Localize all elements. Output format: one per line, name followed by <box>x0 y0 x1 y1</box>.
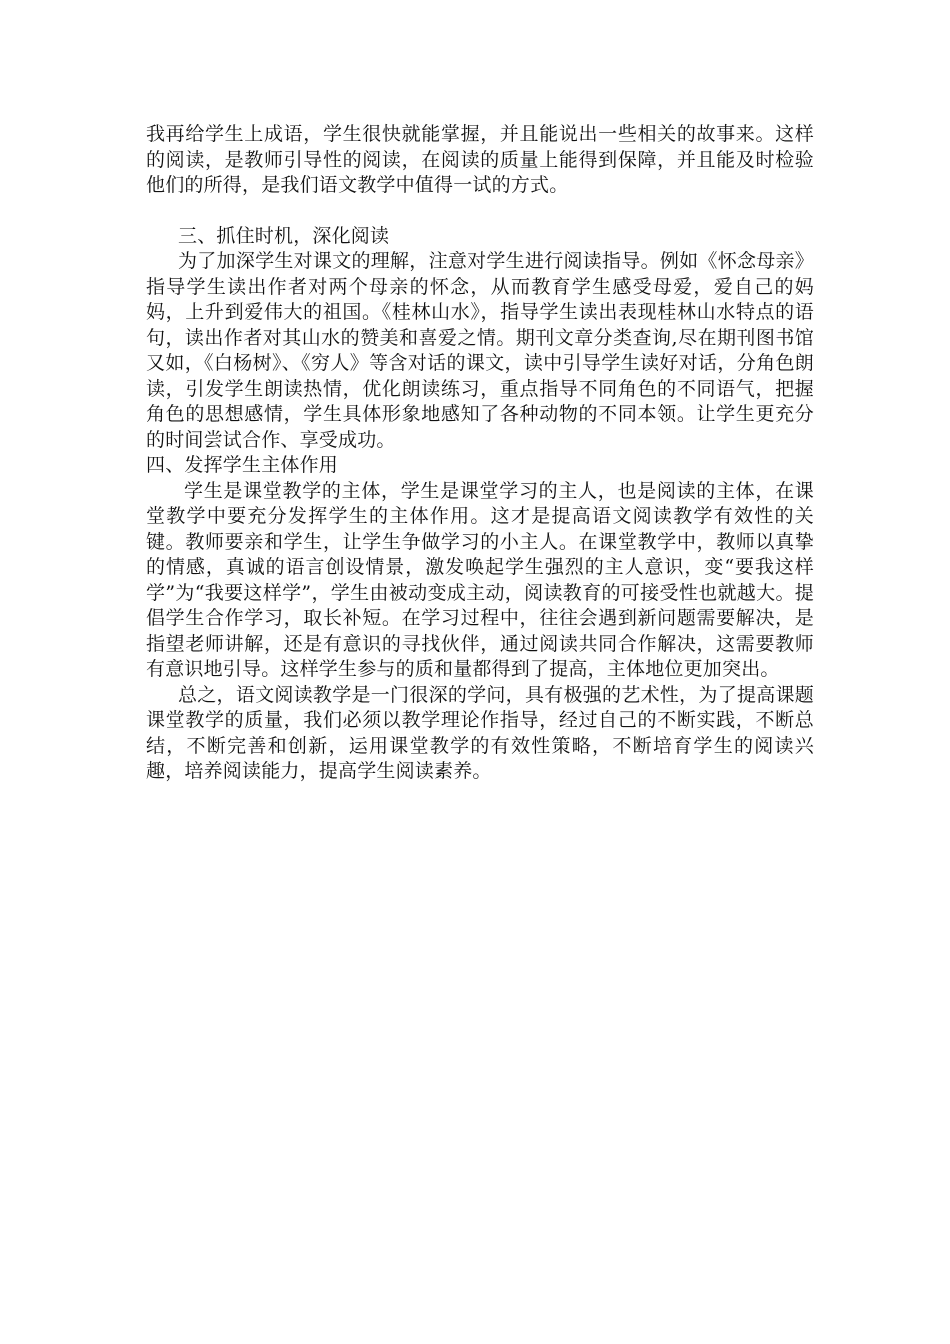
section-body-4: 学生是课堂教学的主体，学生是课堂学习的主人，也是阅读的主体，在课堂教学中要充分发挥学生的主体作用。这才是提高语文阅读教学有效性的关键。教师要亲和学生，让学生争做学习的小主人。在课堂教学中，教师以真挚的情感，真诚的语言创设情景，激发唤起学生强烈的主人意识，变“要我这样学”为“我要这样学”，学生由被动变成主动，阅读教育的可接受性也就越大。提倡学生合作学习，取长补短。在学习过程中，往往会遇到新问题需要解决，是指望老师讲解，还是有意识的寻找伙伴，通过阅读共同合作解决，这需要教师有意识地引导。这样学生参与的质和量都得到了提高，主体地位更加突出。 <box>146 479 814 680</box>
paragraph-gap <box>146 199 814 224</box>
conclusion-paragraph: 总之，语文阅读教学是一门很深的学问，具有极强的艺术性，为了提高课题课堂教学的质量，我们必须以教学理论作指导，经过自己的不断实践，不断总结，不断完善和创新，运用课堂教学的有效性策略，不断培育学生的阅读兴趣，培养阅读能力，提高学生阅读素养。 <box>146 683 814 782</box>
continuation-paragraph: 我再给学生上成语，学生很快就能掌握，并且能说出一些相关的故事来。这样的阅读，是教师引导性的阅读，在阅读的质量上能得到保障，并且能及时检验他们的所得，是我们语文教学中值得一试的方式。 <box>146 123 814 196</box>
section-body-3: 为了加深学生对课文的理解，注意对学生进行阅读指导。例如《怀念母亲》指导学生读出作者对两个母亲的怀念，从而教育学生感受母爱，爱自己的妈妈，上升到爱伟大的祖国。《桂林山水》，指导学生读出表现桂林山水特点的语句，读出作者对其山水的赞美和喜爱之情。期刊文章分类查询,尽在期刊图书馆又如，《白杨树》、《穷人》等含对话的课文，读中引导学生读好对话，分角色朗读，引发学生朗读热情，优化朗读练习，重点指导不同角色的不同语气，把握角色的思想感情，学生具体形象地感知了各种动物的不同本领。让学生更充分的时间尝试合作、享受成功。 <box>146 250 814 451</box>
document-body <box>146 122 814 785</box>
section-heading-4: 四、发挥学生主体作用 <box>146 454 339 476</box>
section-heading-3: 三、抓住时机，深化阅读 <box>178 224 390 247</box>
